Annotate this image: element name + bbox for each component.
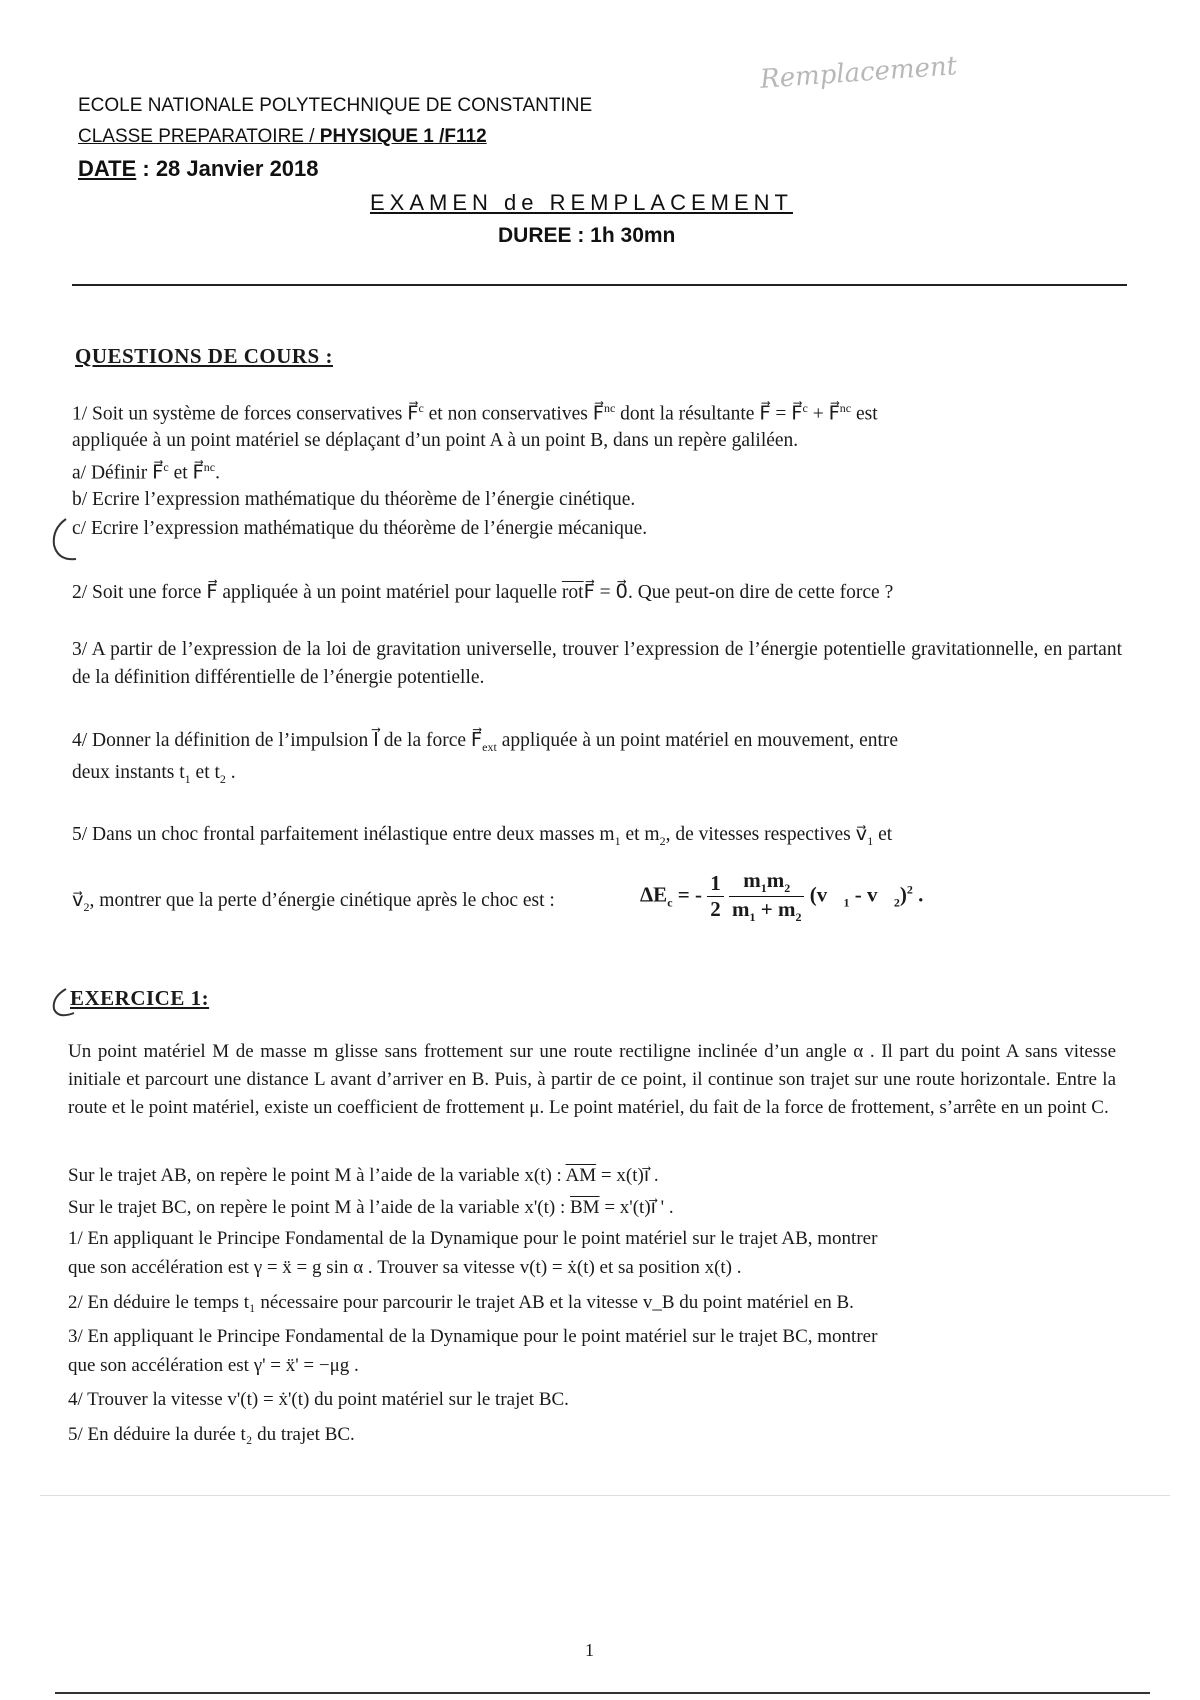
- pen-mark: [44, 515, 84, 565]
- exam-title: EXAMEN de REMPLACEMENT: [370, 190, 793, 215]
- exercice-q3-line2: que son accélération est γ' = ẍ' = −μg .: [68, 1355, 359, 1376]
- date-line: DATE : 28 Janvier 2018: [78, 156, 319, 181]
- kinetic-energy-loss-formula: $\Delta E_c$ = - $\frac{1}{2}$ $\frac{m_1m_2}{m_1 + m_2}$ ($v⃗_1$ - $v⃗_2)^2$ .: [640, 868, 924, 925]
- cours-q1-line1: 1/ Soit un système de forces conservatives F⃗$^c$ et non conservatives F⃗$^{nc}$ dont la résultante F⃗ = F⃗$^c$ + F⃗$^{nc}$ est: [72, 401, 878, 425]
- exercice-bc-line: Sur le trajet BC, on repère le point M à l’aide de la variable x'(t) : $\overline{BM}$ = x'(t)i⃗ ' .: [68, 1197, 674, 1218]
- footer-divider: [55, 1692, 1150, 1694]
- exercice-title: EXERCICE 1:: [70, 986, 210, 1010]
- cours-q4-line1: 4/ Donner la définition de l’impulsion I⃗ de la force $F⃗_{ext}$ appliquée à un point matériel en mouvement, entre: [72, 730, 899, 754]
- cours-q3: 3/ A partir de l’expression de la loi de gravitation universelle, trouver l’expression de l’énergie potentielle gravitationnelle, en partant de la définition différentielle de l’énergie potentielle.: [72, 639, 1122, 688]
- pen-mark: [44, 985, 84, 1025]
- cours-q1-a: a/ Définir F⃗$^c$ et F⃗$^{nc}$.: [72, 460, 220, 484]
- exercice-q4: 4/ Trouver la vitesse v'(t) = ẋ'(t) du point matériel sur le trajet BC.: [68, 1389, 569, 1410]
- exercice-q5: 5/ En déduire la durée t₂ du trajet BC.: [68, 1424, 355, 1445]
- class-line: CLASSE PREPARATOIRE / PHYSIQUE 1 /F112: [78, 126, 487, 147]
- cours-q5-line2: $v⃗_2$, montrer que la perte d’énergie cinétique après le choc est :: [72, 890, 555, 914]
- handwritten-note: Remplacement: [759, 51, 959, 95]
- exam-duration: DUREE : 1h 30mn: [498, 224, 676, 247]
- exercice-q3-line1: 3/ En appliquant le Principe Fondamental de la Dynamique pour le point matériel sur le trajet BC, montrer: [68, 1326, 878, 1347]
- exercice-ab-line: Sur le trajet AB, on repère le point M à l’aide de la variable x(t) : $\overline{AM}$ = x(t)i⃗ .: [68, 1165, 659, 1186]
- cours-q1-line2: appliquée à un point matériel se déplaçant d’un point A à un point B, dans un repère galiléen.: [72, 430, 799, 451]
- exercice-q2: 2/ En déduire le temps t₁ nécessaire pour parcourir le trajet AB et la vitesse v_B du point matériel en B.: [68, 1292, 854, 1313]
- header-divider: [72, 284, 1127, 286]
- exercice-q1-line1: 1/ En appliquant le Principe Fondamental de la Dynamique pour le point matériel sur le trajet AB, montrer: [68, 1228, 878, 1249]
- cours-q1-c: c/ Ecrire l’expression mathématique du théorème de l’énergie mécanique.: [72, 518, 648, 539]
- scan-line: [40, 1495, 1170, 1496]
- exercice-intro: Un point matériel M de masse m glisse sans frottement sur une route rectiligne inclinée d’un angle α . Il part du point A sans vitesse initiale et parcourt une distance L avant d’arriver en B. Puis, à partir de ce point, il continue son trajet sur une route horizontale. Entre la route et le point matériel, existe un coefficient de frottement μ. Le point matériel, du fait de la force de frottement, s’arrête en un point C.: [68, 1041, 1116, 1118]
- page-number: 1: [585, 1640, 594, 1660]
- cours-q1-b: b/ Ecrire l’expression mathématique du théorème de l’énergie cinétique.: [72, 489, 636, 510]
- exercice-q1-line2: que son accélération est γ = ẍ = g sin α . Trouver sa vitesse v(t) = ẋ(t) et sa position x(t) .: [68, 1257, 742, 1278]
- cours-title: QUESTIONS DE COURS :: [75, 344, 333, 368]
- cours-q2: 2/ Soit une force F⃗ appliquée à un point matériel pour laquelle $\overline{rot}F⃗$ = 0⃗. Que peut-on dire de cette force ?: [72, 582, 894, 603]
- cours-q4-line2: deux instants $t_1$ et $t_2$ .: [72, 762, 236, 786]
- cours-q5-line1: 5/ Dans un choc frontal parfaitement inélastique entre deux masses $m_1$ et $m_2$, de vitesses respectives $v⃗_1$ et: [72, 824, 893, 848]
- school-name: ECOLE NATIONALE POLYTECHNIQUE DE CONSTANTINE: [78, 95, 593, 116]
